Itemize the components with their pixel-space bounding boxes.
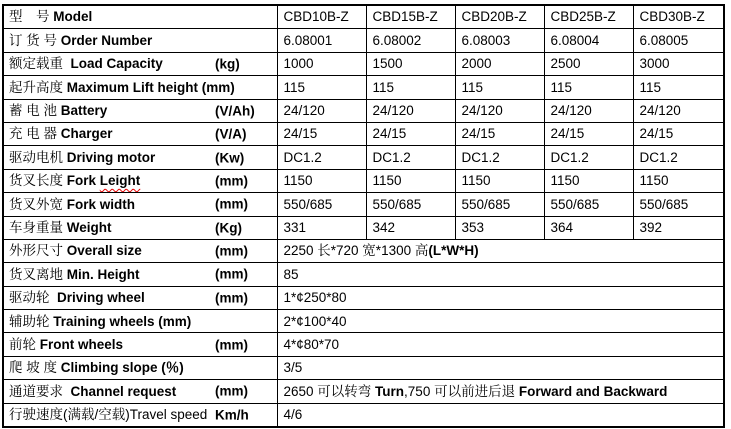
spec-table <box>2 4 725 428</box>
merged-value-part: 2*¢100*40 <box>283 313 347 329</box>
row-label <box>3 216 277 239</box>
spec-value-cell: 3000 <box>633 52 724 75</box>
row-label-misspelled-word: Leight <box>99 173 141 189</box>
row-label-zh: 辅助轮 <box>9 313 54 329</box>
row-unit: (mm) <box>215 266 248 282</box>
spec-value-cell: CBD30B-Z <box>633 5 724 29</box>
spec-value-cell: 1150 <box>277 169 366 192</box>
spec-merged-value-cell <box>277 310 724 333</box>
row-label-zh: 蓄 电 池 <box>9 103 61 118</box>
spec-table-body <box>3 5 724 427</box>
row-label-en: Fork <box>66 173 100 189</box>
row-label-en: Model <box>53 9 93 25</box>
spec-value-cell: 24/120 <box>455 99 544 122</box>
row-label <box>3 310 277 333</box>
spec-value-cell: 24/120 <box>633 99 724 122</box>
merged-value-part: Turn <box>375 383 405 399</box>
spec-value-cell: 6.08004 <box>544 29 633 52</box>
row-label <box>3 286 277 309</box>
spec-value-cell: 115 <box>366 76 455 99</box>
row-label <box>3 122 277 145</box>
row-unit: (V/Ah) <box>215 103 255 118</box>
spec-value-cell: 6.08002 <box>366 29 455 52</box>
row-label-zh: 额定载重 <box>9 56 71 72</box>
row-label-en: Channel request <box>70 383 177 399</box>
table-row <box>3 29 724 52</box>
row-label-zh: 货叉外宽 <box>9 196 67 212</box>
spec-value-cell: 331 <box>277 216 366 239</box>
merged-value-part: Forward and Backward <box>518 383 668 399</box>
spec-value-cell: CBD10B-Z <box>277 5 366 29</box>
table-row <box>3 52 724 75</box>
spec-value-cell: 1150 <box>544 169 633 192</box>
spec-value-cell: 1150 <box>455 169 544 192</box>
merged-value-part: 85 <box>283 266 299 282</box>
spec-merged-value-cell <box>277 356 724 379</box>
row-label-zh: 前轮 <box>9 336 40 352</box>
table-row <box>3 76 724 99</box>
row-label-en: Overall size <box>66 243 142 259</box>
row-label <box>3 76 277 99</box>
spec-merged-value-cell <box>277 239 724 262</box>
table-row <box>3 122 724 145</box>
spec-value-cell: 550/685 <box>455 193 544 216</box>
spec-value-cell: DC1.2 <box>455 146 544 169</box>
table-row <box>3 263 724 286</box>
spec-value-cell: 24/15 <box>366 122 455 145</box>
row-label-en: Min. Height <box>66 266 140 282</box>
spec-merged-value-cell <box>277 286 724 309</box>
spec-value-cell: 24/120 <box>277 99 366 122</box>
row-unit: (Kg) <box>215 219 242 235</box>
row-unit: (mm) <box>215 173 248 189</box>
table-row <box>3 403 724 427</box>
row-label <box>3 263 277 286</box>
row-unit: (kg) <box>215 56 240 72</box>
spec-value-cell: 550/685 <box>366 193 455 216</box>
spec-value-cell: CBD20B-Z <box>455 5 544 29</box>
spec-value-cell: 24/120 <box>366 99 455 122</box>
merged-value-part: 2650 可以转弯 <box>283 383 376 399</box>
spec-value-cell: 6.08001 <box>277 29 366 52</box>
merged-value-part: 3/5 <box>283 360 303 376</box>
spec-value-cell: DC1.2 <box>633 146 724 169</box>
row-label-zh: 货叉离地 <box>9 266 67 282</box>
table-row <box>3 333 724 356</box>
spec-value-cell: 342 <box>366 216 455 239</box>
merged-value-part: 2250 长*720 宽*1300 高 <box>283 243 429 259</box>
row-label-en: Charger <box>60 126 113 142</box>
table-row <box>3 356 724 379</box>
table-row <box>3 286 724 309</box>
row-label-zh: 起升高度 <box>9 79 67 95</box>
spec-value-cell: 1150 <box>366 169 455 192</box>
row-label-zh: 外形尺寸 <box>9 243 67 259</box>
spec-merged-value-cell <box>277 263 724 286</box>
spec-value-cell: 550/685 <box>277 193 366 216</box>
row-label-zh: 爬 坡 度 <box>9 360 61 376</box>
row-label <box>3 193 277 216</box>
spec-merged-value-cell <box>277 333 724 356</box>
row-label-zh: 货叉长度 <box>9 173 67 189</box>
spec-value-cell: 392 <box>633 216 724 239</box>
table-row <box>3 193 724 216</box>
row-unit: Km/h <box>215 407 249 423</box>
row-label <box>3 169 277 192</box>
row-label-zh: 行驶速度(满载/空载) <box>9 407 130 423</box>
spec-value-cell: DC1.2 <box>277 146 366 169</box>
spec-value-cell: 24/15 <box>633 122 724 145</box>
spec-value-cell: 115 <box>544 76 633 99</box>
row-label <box>3 239 277 262</box>
row-label-zh: 型 号 <box>9 9 54 25</box>
table-row <box>3 99 724 122</box>
row-label <box>3 403 277 427</box>
spec-value-cell: 24/15 <box>277 122 366 145</box>
row-label-en: Load Capacity <box>70 56 163 72</box>
row-label-zh: 订 货 号 <box>9 32 61 48</box>
table-row <box>3 5 724 29</box>
row-label-en: Training wheels (mm) <box>53 313 192 329</box>
row-label <box>3 52 277 75</box>
spec-value-cell: 115 <box>277 76 366 99</box>
row-label <box>3 99 277 122</box>
spec-value-cell: 1000 <box>277 52 366 75</box>
row-label <box>3 5 277 29</box>
spec-value-cell: 550/685 <box>633 193 724 216</box>
spec-value-cell: 1500 <box>366 52 455 75</box>
row-label <box>3 356 277 379</box>
row-label <box>3 146 277 169</box>
row-label-en: Driving wheel <box>57 290 145 306</box>
row-label-en: Front wheels <box>39 336 124 352</box>
spec-value-cell: 6.08005 <box>633 29 724 52</box>
row-label <box>3 380 277 403</box>
row-label-en: Maximum Lift height (mm) <box>66 79 235 95</box>
spec-value-cell: 2500 <box>544 52 633 75</box>
table-row <box>3 146 724 169</box>
row-unit: (V/A) <box>215 126 247 142</box>
table-row <box>3 310 724 333</box>
spec-value-cell: CBD25B-Z <box>544 5 633 29</box>
table-row <box>3 380 724 403</box>
row-label-zh: 通道要求 <box>9 383 71 399</box>
table-row <box>3 239 724 262</box>
merged-value-part: 1*¢250*80 <box>283 290 347 306</box>
spec-value-cell: 115 <box>455 76 544 99</box>
row-unit: (mm) <box>215 243 248 259</box>
row-label-en: Weight <box>66 219 112 235</box>
spec-merged-value-cell <box>277 380 724 403</box>
spec-value-cell: 364 <box>544 216 633 239</box>
spec-merged-value-cell <box>277 403 724 427</box>
row-label-en: Battery <box>60 103 108 118</box>
row-label-zh: 驱动轮 <box>9 290 58 306</box>
spec-value-cell: 24/15 <box>544 122 633 145</box>
spec-value-cell: CBD15B-Z <box>366 5 455 29</box>
spec-value-cell: 24/15 <box>455 122 544 145</box>
row-label-zh: 车身重量 <box>9 219 67 235</box>
spec-value-cell: 2000 <box>455 52 544 75</box>
row-unit: (mm) <box>215 336 248 352</box>
merged-value-part: (L*W*H) <box>428 243 479 259</box>
spec-value-cell: 6.08003 <box>455 29 544 52</box>
table-row <box>3 169 724 192</box>
row-unit: (mm) <box>215 290 248 306</box>
spec-value-cell: 550/685 <box>544 193 633 216</box>
row-label-en: Driving motor <box>66 149 156 165</box>
row-label-en: Fork width <box>66 196 136 212</box>
row-label <box>3 29 277 52</box>
row-label-en: Climbing slope (％) <box>60 360 184 376</box>
table-row <box>3 216 724 239</box>
spec-value-cell: DC1.2 <box>544 146 633 169</box>
spec-value-cell: 1150 <box>633 169 724 192</box>
spec-value-cell: 24/120 <box>544 99 633 122</box>
spec-value-cell: 115 <box>633 76 724 99</box>
row-unit: (mm) <box>215 196 248 212</box>
spec-value-cell: 353 <box>455 216 544 239</box>
row-label-en: Order Number <box>60 32 153 48</box>
row-label <box>3 333 277 356</box>
row-unit: (Kw) <box>215 149 245 165</box>
merged-value-part: 4/6 <box>283 407 303 423</box>
row-label-zh: 充 电 器 <box>9 126 61 142</box>
merged-value-part: ,750 可以前进后退 <box>404 383 519 399</box>
row-label-zh: 驱动电机 <box>9 149 67 165</box>
spec-value-cell: DC1.2 <box>366 146 455 169</box>
row-unit: (mm) <box>215 383 248 399</box>
row-label-en-regular: Travel speed <box>129 407 208 423</box>
merged-value-part: 4*¢80*70 <box>283 336 340 352</box>
